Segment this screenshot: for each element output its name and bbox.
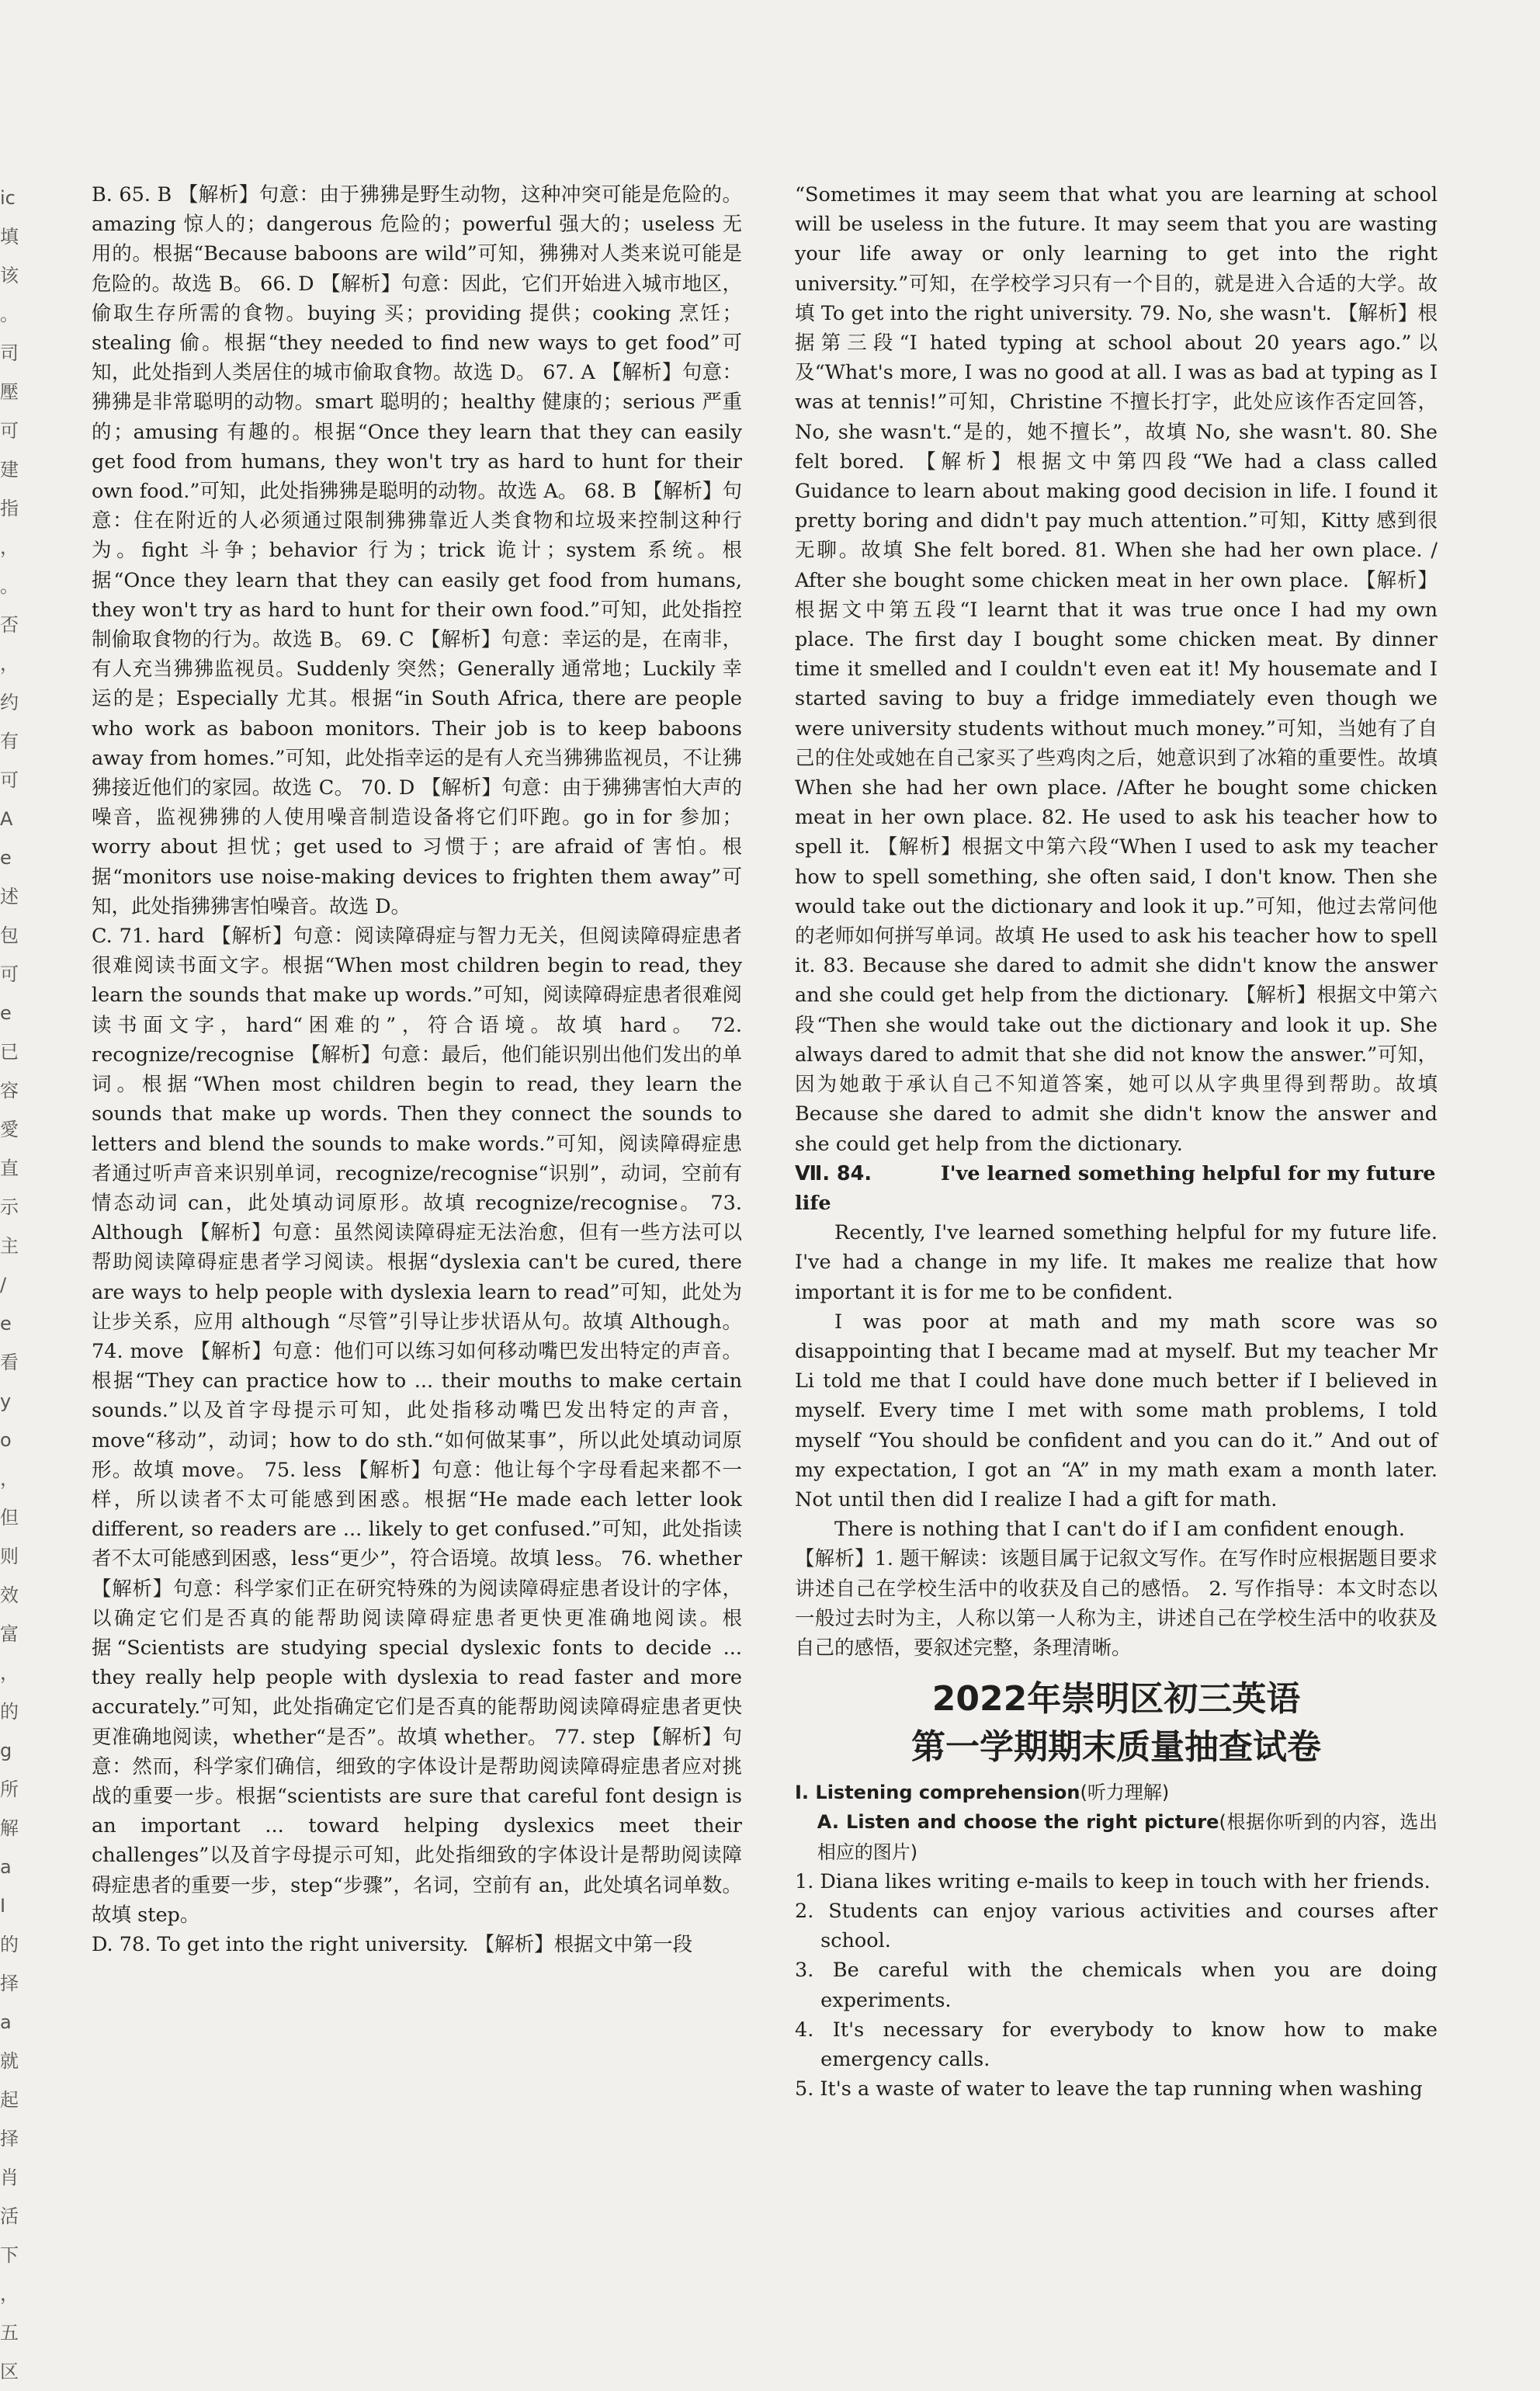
answer-block-c: C. 71. hard 【解析】句意：阅读障碍症与智力无关，但阅读障碍症患者很难阅读书面文字。根据“When most children begin to read, they learn the sounds that make up words.”可知，阅读障碍症患者很难阅读书面文字，hard“困难的”，符合语境。故填 hard。 72. recognize/recognise 【解析】句意：最后，他们能识别出他们发出的单词。根据“When most children begin to read, they learn the sounds that make up words. Then they connect the sounds to letters and blend the sounds to make words.”可知，阅读障碍症患者通过听声音来识别单词，recognize/recognise“识别”，动词，空前有情态动词 can，此处填动词原形。故填 recognize/recognise。 73. Although 【解析】句意：虽然阅读障碍症无法治愈，但有一些方法可以帮助阅读障碍症患者学习阅读。根据“dyslexia can't be cured, there are ways to help people with dyslexia learn to read”可知，此处为让步关系，应用 although “尽管”引导让步状语从句。故填 Although。 74. move 【解析】句意：他们可以练习如何移动嘴巴发出特定的声音。根据“They can practice how to ... their mouths to make certain sounds.”以及首字母提示可知，此处指移动嘴巴发出特定的声音，move“移动”，动词；how to do sth.“如何做某事”，所以此处填动词原形。故填 move。 75. less 【解析】句意：他让每个字母看起来都不一样，所以读者不太可能感到困惑。根据“He made each letter look different, so readers are ... likely to get confused.”可知，此处指读者不太可能感到困惑，less“更少”，符合语境。故填 less。 76. whether 【解析】句意：科学家们正在研究特殊的为阅读障碍症患者设计的字体，以确定它们是否真的能帮助阅读障碍症患者更快更准确地阅读。根据“Scientists are studying special dyslexic fonts to decide ... they really help people with dyslexia to read faster and more accurately.”可知，此处指确定它们是否真的能帮助阅读障碍症患者更快更准确地阅读，whether“是否”。故填 whether。 77. step 【解析】句意：然而，科学家们确信，细致的字体设计是帮助阅读障碍症患者应对挑战的重要一步。根据“scientists are sure that careful font design is an important ... toward helping dyslexics meet their challenges”以及首字母提示可知，此处指细致的字体设计是帮助阅读障碍症患者的重要一步，step“步骤”，名词，空前有 an，此处填名词单数。故填 step。 <box>92 925 742 1927</box>
right-column <box>795 180 1438 2104</box>
margin-char: 解 <box>0 1817 19 1839</box>
margin-char: g <box>0 1740 12 1761</box>
margin-char: 已 <box>0 1041 19 1063</box>
margin-char: 区 <box>0 2361 19 2382</box>
listening-item: 5. It's a waste of water to leave the tap running when washing <box>795 2077 1423 2101</box>
margin-char: 主 <box>0 1235 19 1257</box>
margin-char: 效 <box>0 1584 19 1606</box>
margin-char: 该 <box>0 265 19 286</box>
margin-char: 司 <box>0 342 19 364</box>
margin-char: 约 <box>0 692 19 713</box>
section-heading <box>795 1778 1438 1807</box>
margin-char: e <box>0 1313 12 1334</box>
margin-char: 否 <box>0 614 19 636</box>
margin-char: 的 <box>0 1934 19 1955</box>
margin-char: 有 <box>0 730 19 752</box>
margin-char: 择 <box>0 1973 19 1994</box>
margin-char: 所 <box>0 1779 19 1800</box>
part-heading <box>795 1807 1438 1866</box>
left-margin-bleed-text <box>0 179 19 2382</box>
essay-heading <box>795 1159 1438 1218</box>
margin-char: 看 <box>0 1352 19 1373</box>
margin-char: 愛 <box>0 1119 19 1140</box>
margin-char: e <box>0 847 12 869</box>
essay-paragraph: Recently, I've learned something helpful for my future life. I've had a change in my life. It makes me realize that how important it is for me to be confident. <box>795 1221 1438 1304</box>
margin-char: ， <box>0 653 19 675</box>
margin-char: I <box>0 1895 6 1917</box>
section-title-zh: (听力理解) <box>1080 1782 1170 1804</box>
margin-char: 指 <box>0 498 19 519</box>
exam-title <box>795 1675 1438 1772</box>
margin-char: 容 <box>0 1080 19 1102</box>
margin-char: 择 <box>0 2128 19 2150</box>
margin-char: 则 <box>0 1546 19 1567</box>
left-column <box>92 180 742 1959</box>
answer-block-d-continued: “Sometimes it may seem that what you are learning at school will be useless in the future. It may seem that you are wasting your life away or only learning to get into the right university.”可知，在学校学习只有一个目的，就是进入合适的大学。故填 To get into the right university. 79. No, she wasn't. 【解析】根据第三段“I hated typing at school about 20 years ago.”以及“What's more, I was no good at all. I was as bad at typing as I was at tennis!”可知，Christine 不擅长打字，此处应该作否定回答，No, she wasn't.“是的，她不擅长”，故填 No, she wasn't. 80. She felt bored. 【解析】根据文中第四段“We had a class called Guidance to learn about making good decision in life. I found it pretty boring and didn't pay much attention.”可知，Kitty 感到很无聊。故填 She felt bored. 81. When she had her own place. / After she bought some chicken meat in her own place. 【解析】根据文中第五段“I learnt that it was true once I had my own place. The first day I bought some chicken meat. By dinner time it smelled and I couldn't even eat it! My housemate and I started saving to buy a fridge immediately even though we were university students without much money.”可知，当她有了自己的住处或她在自己家买了些鸡肉之后，她意识到了冰箱的重要性。故填 When she had her own place. /After he bought some chicken meat in her own place. 82. He used to ask his teacher how to spell it. 【解析】根据文中第六段“When I used to ask my teacher how to spell something, she often said, I don't know. Then she would take out the dictionary and look it up.”可知，他过去常问他的老师如何拼写单词。故填 He used to ask his teacher how to spell it. 83. Because she dared to admit she didn't know the answer and she could get help from the dictionary. 【解析】根据文中第六段“Then she would take out the dictionary and look it up. She always dared to admit that she did not know the answer.”可知，因为她敢于承认自己不知道答案，她可以从字典里得到帮助。故填 Because she dared to admit she didn't know the answer and she could get help from the dictionary. <box>795 183 1438 1156</box>
margin-char: o <box>0 1429 12 1451</box>
margin-char: ， <box>0 2283 19 2305</box>
exam-title-line1: 2022年崇明区初三英语 <box>931 1679 1301 1720</box>
margin-char: 富 <box>0 1623 19 1645</box>
essay-analysis: 【解析】1. 题干解读：该题目属于记叙文写作。在写作时应根据题目要求讲述自己在学校生活中的收获及自己的感悟。 2. 写作指导：本文时态以一般过去时为主，人称以第一人称为主，讲述自己在学校生活中的收获及自己的感悟，要叙述完整，条理清晰。 <box>795 1547 1438 1660</box>
answer-block-b: B. 65. B 【解析】句意：由于狒狒是野生动物，这种冲突可能是危险的。amazing 惊人的；dangerous 危险的；powerful 强大的；useless 无用的。根据“Because baboons are wild”可知，狒狒对人类来说可能是危险的。故选 B。 66. D 【解析】句意：因此，它们开始进入城市地区，偷取生存所需的食物。buying 买；providing 提供；cooking 烹饪；stealing 偷。根据“they needed to find new ways to get food”可知，此处指到人类居住的城市偷取食物。故选 D。 67. A 【解析】句意：狒狒是非常聪明的动物。smart 聪明的；healthy 健康的；serious 严重的；amusing 有趣的。根据“Once they learn that they can easily get food from humans, they won't try as hard to hunt for their own food.”可知，此处指狒狒是聪明的动物。故选 A。 68. B 【解析】句意：住在附近的人必须通过限制狒狒靠近人类食物和垃圾来控制这种行为。fight 斗争；behavior 行为；trick 诡计；system 系统。根据“Once they learn that they can easily get food from humans, they won't try as hard to hunt for their own food.”可知，此处指控制偷取食物的行为。故选 B。 69. C 【解析】句意：幸运的是，在南非，有人充当狒狒监视员。Suddenly 突然；Generally 通常地；Luckily 幸运的是；Especially 尤其。根据“in South Africa, there are people who work as baboon monitors. Their job is to keep baboons away from homes.”可知，此处指幸运的是有人充当狒狒监视员，不让狒狒接近他们的家园。故选 C。 70. D 【解析】句意：由于狒狒害怕大声的噪音，监视狒狒的人使用噪音制造设备将它们吓跑。go in for 参加；worry about 担忧；get used to 习惯于；are afraid of 害怕。根据“monitors use noise-making devices to frighten them away”可知，此处指狒狒害怕噪音。故选 D。 <box>92 183 742 918</box>
listening-items <box>795 1867 1438 2105</box>
essay-paragraph: I was poor at math and my math score was so disappointing that I became mad at myself. But my teacher Mr Li told me that I could have done much better if I believed in myself. Every time I met with some math problems, I told myself “You should be confident and you can do it.” And out of my expectation, I got an “A” in my math exam a month later. Not until then did I realize I had a gift for math. <box>795 1310 1438 1511</box>
exam-title-line2: 第一学期期末质量抽查试卷 <box>911 1727 1321 1768</box>
listening-item: 2. Students can enjoy various activities and courses after school. <box>795 1899 1438 1953</box>
margin-char: 示 <box>0 1196 19 1218</box>
margin-char: 填 <box>0 226 19 248</box>
margin-char: 建 <box>0 459 19 481</box>
answer-block-d-start: D. 78. To get into the right university. 【解析】根据文中第一段 <box>92 1932 693 1956</box>
margin-char: 。 <box>0 575 19 597</box>
listening-item: 1. Diana likes writing e-mails to keep in touch with her friends. <box>795 1869 1431 1893</box>
margin-char: e <box>0 1002 12 1024</box>
margin-char: 但 <box>0 1507 19 1529</box>
margin-char: ， <box>0 1662 19 1684</box>
essay-title: I've learned something helpful for my future life <box>795 1161 1436 1215</box>
margin-char: 可 <box>0 963 19 985</box>
essay-number: Ⅶ. 84. <box>795 1161 872 1185</box>
margin-char: 起 <box>0 2089 19 2111</box>
margin-char: A <box>0 808 13 830</box>
margin-char: ， <box>0 1468 19 1490</box>
margin-char: 可 <box>0 420 19 442</box>
margin-char: 包 <box>0 925 19 946</box>
margin-char: 的 <box>0 1701 19 1723</box>
margin-char: y <box>0 1390 12 1412</box>
margin-char: a <box>0 2011 12 2033</box>
margin-char: 肖 <box>0 2167 19 2188</box>
margin-char: ， <box>0 536 19 558</box>
essay-paragraph: There is nothing that I can't do if I am confident enough. <box>834 1518 1405 1542</box>
margin-char: 壓 <box>0 381 19 403</box>
part-title: A. Listen and choose the right picture <box>817 1811 1219 1834</box>
listening-item: 3. Be careful with the chemicals when you are doing experiments. <box>795 1959 1438 2012</box>
margin-char: / <box>0 1274 7 1296</box>
part-title-zh: (根据你听到的内容，选出相应的图片) <box>817 1811 1438 1863</box>
margin-char: 述 <box>0 886 19 907</box>
margin-char: 可 <box>0 769 19 791</box>
margin-char: ic <box>0 187 16 209</box>
margin-char: 直 <box>0 1157 19 1179</box>
margin-char: 五 <box>0 2322 19 2344</box>
margin-char: 活 <box>0 2205 19 2227</box>
margin-char: 就 <box>0 2050 19 2072</box>
section-title: Ⅰ. Listening comprehension <box>795 1782 1080 1804</box>
margin-char: a <box>0 1856 12 1878</box>
margin-char: 下 <box>0 2244 19 2266</box>
listening-item: 4. It's necessary for everybody to know how to make emergency calls. <box>795 2018 1438 2071</box>
margin-char: 。 <box>0 304 19 325</box>
